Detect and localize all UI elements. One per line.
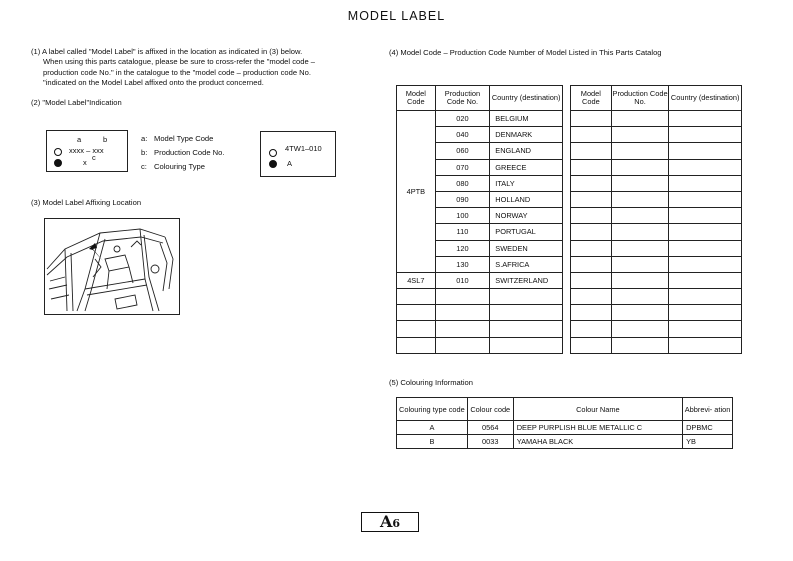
- header-production-code: Production Code No.: [611, 86, 669, 111]
- section1-line: When using this parts catalogue, please be sure to cross-refer the "model code –: [43, 57, 315, 67]
- legend-item: a: Model Type Code: [141, 134, 214, 143]
- section1-line: production code No." in the catalogue to the "model code – production code No.: [43, 67, 311, 77]
- table-row: 120 SWEDEN: [397, 240, 563, 256]
- header-abbreviation: Abbrevi- ation: [683, 398, 733, 421]
- header-model-code: Model Code: [571, 86, 612, 111]
- table-row: [397, 321, 563, 337]
- page-title: MODEL LABEL: [347, 9, 446, 23]
- table-row: [571, 240, 742, 256]
- table-row: [571, 111, 742, 127]
- section1-line: (1) A label called "Model Label" is affixed in the location as indicated in (3) below.: [31, 47, 303, 56]
- model-code-table: [396, 85, 563, 354]
- page-number: 6: [392, 517, 401, 530]
- header-colour-name: Colour Name: [513, 398, 682, 421]
- table-row: [571, 321, 742, 337]
- label-code: xxxx – xxx: [69, 146, 104, 155]
- table-row: [571, 289, 742, 305]
- table-row: B 0033 YAMAHA BLACK YB: [397, 435, 733, 449]
- filled-circle-icon: [269, 160, 277, 168]
- table-row: A 0564 DEEP PURPLISH BLUE METALLIC C DPBMC: [397, 421, 733, 435]
- header-colouring-type: Colouring type code: [397, 398, 468, 421]
- table-row: [397, 305, 563, 321]
- section1-text: [31, 47, 371, 89]
- example-colour: A: [287, 159, 293, 168]
- table-row: 040 DENMARK: [397, 127, 563, 143]
- table-row: [571, 127, 742, 143]
- legend-list: [141, 132, 225, 175]
- example-label-box: [260, 131, 336, 177]
- section2-heading: (2) "Model Label"Indication: [31, 98, 122, 107]
- empty-circle-icon: [54, 148, 62, 156]
- legend-item: b: Production Code No.: [141, 148, 225, 158]
- page-number-badge: [361, 512, 419, 532]
- model-code-cell: 4PTB: [397, 111, 436, 273]
- label-x: x: [83, 158, 87, 167]
- table-row: [571, 337, 742, 353]
- example-code: 4TW1–010: [285, 144, 322, 153]
- frame-diagram: [44, 218, 180, 315]
- table-row: 4PTB 020 BELGIUM: [397, 111, 563, 127]
- table-row: [571, 175, 742, 191]
- label-c: c: [92, 153, 96, 162]
- header-model-code: Model Code: [397, 86, 436, 111]
- table-row: 060 ENGLAND: [397, 143, 563, 159]
- empty-circle-icon: [269, 149, 277, 157]
- header-production-code: Production Code No.: [435, 86, 490, 111]
- table-row: [571, 159, 742, 175]
- section3-heading: (3) Model Label Affixing Location: [31, 198, 142, 207]
- table-row: 4SL7 010 SWITZERLAND: [397, 272, 563, 288]
- table-row: [571, 191, 742, 207]
- model-code-table-empty: [570, 85, 742, 354]
- section4-heading: (4) Model Code – Production Code Number of Model Listed in This Parts Catalog: [389, 48, 662, 57]
- table-row: [571, 224, 742, 240]
- table-row: 130 S.AFRICA: [397, 256, 563, 272]
- model-label-diagram: [46, 130, 128, 172]
- table-row: [571, 143, 742, 159]
- header-country: Country (destination): [490, 86, 563, 111]
- colouring-info-table: [396, 397, 733, 449]
- header-colour-code: Colour code: [467, 398, 513, 421]
- section1-line: "indicated on the Model Label affixed onto the product concerned.: [43, 78, 264, 88]
- header-country: Country (destination): [669, 86, 742, 111]
- arrow-icon: [89, 243, 103, 261]
- table-row: [397, 289, 563, 305]
- label-a: a: [77, 135, 82, 144]
- filled-circle-icon: [54, 159, 62, 167]
- legend-item: c: Colouring Type: [141, 162, 205, 172]
- table-row: 100 NORWAY: [397, 208, 563, 224]
- section5-heading: (5) Colouring Information: [389, 378, 473, 387]
- table-row: 080 ITALY: [397, 175, 563, 191]
- table-row: 110 PORTUGAL: [397, 224, 563, 240]
- table-row: [571, 256, 742, 272]
- motorcycle-frame-illustration: [45, 219, 179, 314]
- table-row: [397, 337, 563, 353]
- table-row: [571, 305, 742, 321]
- table-row: 070 GREECE: [397, 159, 563, 175]
- page-letter: A: [379, 512, 393, 531]
- table-row: [571, 208, 742, 224]
- table-row: 090 HOLLAND: [397, 191, 563, 207]
- label-b: b: [103, 135, 108, 144]
- table-row: [571, 272, 742, 288]
